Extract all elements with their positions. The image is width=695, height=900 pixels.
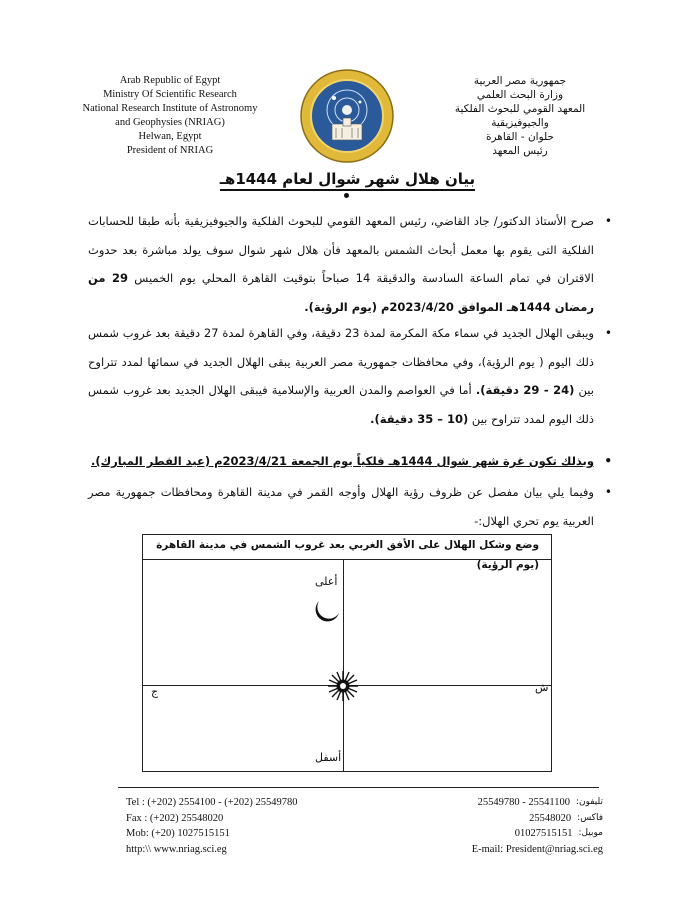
diagram-label-left: ج (151, 685, 159, 698)
statement-paragraph-4 (88, 478, 612, 535)
paragraph-text: وفيما يلي بيان مفصل عن ظروف رؤية الهلال وأوجه القمر في مدينة القاهرة ومحافظات جمهورية مصر العربية يوم تحري الهلال:- (88, 485, 594, 528)
bullet-icon: • (604, 454, 612, 468)
statement-paragraph-2 (88, 319, 612, 433)
footer-divider (118, 787, 599, 788)
diagram-label-bottom: أسفل (315, 751, 342, 764)
header-en-line: National Research Institute of Astronomy (82, 103, 258, 114)
footer-arabic-contacts (472, 795, 603, 857)
footer-ar-fax-value: 25548020 (529, 812, 572, 824)
footer-tel: Tel : (+202) 2554100 - (+202) 25549780 (126, 797, 298, 808)
document-title (0, 170, 695, 188)
nriag-logo (298, 68, 396, 164)
statement-paragraph-3 (88, 447, 612, 476)
crescent-moon-icon (313, 593, 343, 623)
paragraph-text: ويبقى الهلال الجديد في سماء مكة المكرمة لمدة 23 دقيقة، وفي القاهرة لمدة 27 دقيقة بعد غروب شمس ذلك اليوم ( يوم الرؤية)، وفي محافظات جمهورية مصر العربية يبقى الهلال الجديد في سمائها لمدد تتراوح بين (88, 326, 594, 397)
diagram-header: وضع وشكل الهلال على الأفق الغربي بعد غروب الشمس في مدينة القاهرة (يوم الرؤية) (143, 535, 551, 560)
header-en-line: President of NRIAG (126, 145, 214, 156)
bullet-icon: • (604, 485, 612, 499)
sun-icon (327, 670, 359, 702)
statement-paragraph-1 (88, 207, 612, 321)
bullet-icon: • (604, 326, 612, 340)
header-ar-line: وزارة البحث العلمي (476, 89, 564, 101)
diagram-label-top: أعلى (315, 575, 338, 588)
header-en-line: and Geophysies (NRIAG) (115, 117, 225, 128)
paragraph-text: صرح الأستاذ الدكتور/ جاد القاضي، رئيس المعهد القومي للبحوث الفلكية والجيوفيزيقية بأنه طبقا للحسابات الفلكية التى يقوم بها معمل أبحاث الشمس بالمعهد فأن هلال شهر شوال سوف يولد مباشرة بعد حدوث الاقتران في تمام الساعة السادسة والدقيقة 14 صباحاً بتوقيت القاهرة المحلي يوم الخميس (88, 214, 594, 285)
bullet-icon: • (604, 214, 612, 228)
footer-ar-tel-value: 25549780 - 25541100 (477, 797, 570, 808)
header-en-line: Ministry Of Scientific Research (103, 89, 237, 100)
paragraph-underlined-text: وبذلك تكون غرة شهر شوال 1444هـ فلكياً يوم الجمعة 2023/4/21م (عيد الفطر المبارك). (90, 454, 594, 468)
header-en-line: Helwan, Egypt (138, 131, 202, 142)
footer-ar-mob-label: موبيل: (578, 828, 603, 838)
footer-english-contacts (126, 795, 298, 857)
paragraph-text: أما في العواصم والمدن العربية والإسلامية فيبقى الهلال الجديد بعد غروب شمس ذلك اليوم لمدد تتراوح بين (88, 383, 594, 426)
header-en-line: Arab Republic of Egypt (119, 75, 221, 86)
paragraph-bold-text: 29 من رمضان 1444هـ الموافق 2023/4/20م (يوم الرؤية). (88, 271, 594, 314)
footer-ar-fax-label: فاكس: (577, 812, 603, 823)
header-ar-line: جمهورية مصر العربية (473, 75, 567, 87)
document-title-text: بيان هلال شهر شوال لعام 1444هـ (220, 170, 475, 191)
footer-website-link[interactable]: http:\\ www.nriag.sci.eg (126, 843, 227, 855)
footer-ar-mob-value: 01027515151 (514, 828, 573, 839)
footer-email-link[interactable]: E-mail: President@nriag.sci.eg (471, 843, 603, 855)
footer-fax: Fax : (+202) 25548020 (126, 812, 224, 824)
footer-ar-tel-label: تليفون: (575, 797, 603, 807)
paragraph-bold-text: (24 - 29 دقيقة). (475, 383, 575, 397)
footer-mobile: Mob: (+20) 1027515151 (126, 828, 230, 839)
english-letterhead (80, 74, 260, 158)
header-ar-line: رئيس المعهد (492, 145, 548, 157)
diagram-label-right: ش (535, 681, 549, 694)
title-dot (344, 193, 349, 198)
arabic-letterhead (425, 74, 615, 158)
header-ar-line: المعهد القومي للبحوث الفلكية والجيوفيزيقية (454, 103, 586, 129)
crescent-position-diagram (142, 534, 552, 772)
diagram-vertical-axis (343, 560, 344, 771)
paragraph-bold-text: (10 – 35 دقيقة). (370, 411, 469, 426)
header-ar-line: حلوان - القاهرة (486, 131, 554, 143)
